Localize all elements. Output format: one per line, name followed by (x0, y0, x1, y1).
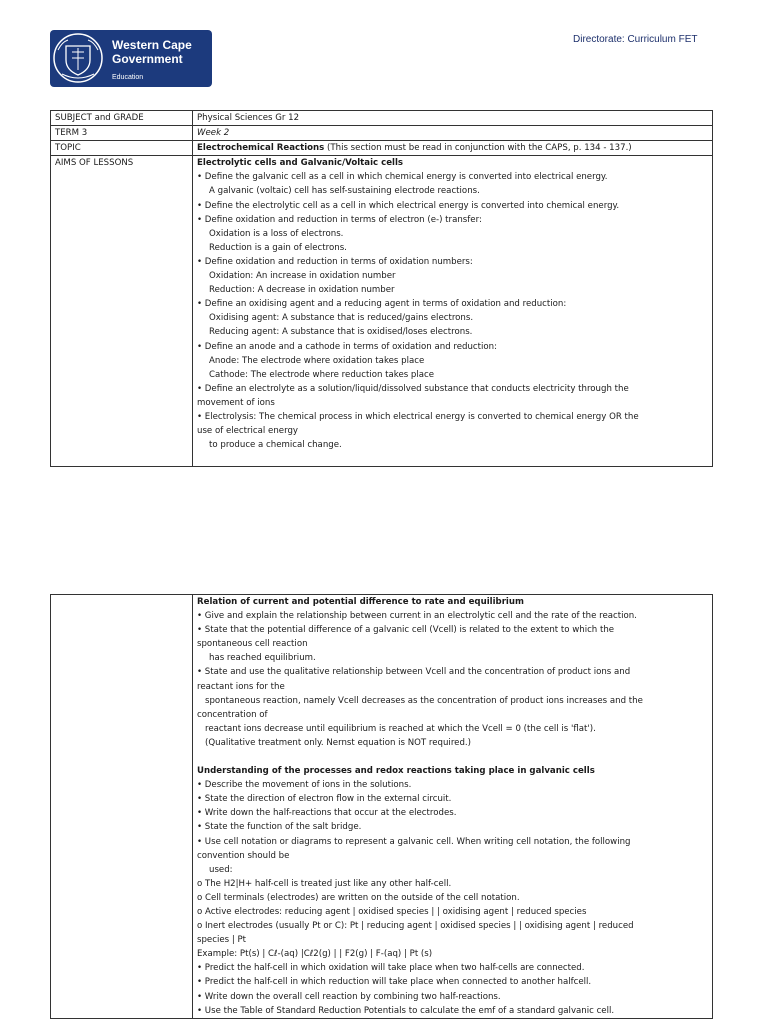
content-line: • Write down the half-reactions that occur at the electrodes. (197, 808, 457, 819)
content-line: • State the function of the salt bridge. (197, 822, 362, 833)
directorate-label: Directorate: Curriculum FET (573, 34, 698, 45)
row-value: Week 2 (193, 126, 713, 141)
western-cape-government-logo (50, 30, 212, 87)
content-line: o Inert electrodes (usually Pt or C): Pt | reducing agent | oxidised species | | oxidising agent | reduced (197, 921, 634, 932)
content-line: • Describe the movement of ions in the solutions. (197, 780, 412, 791)
content-line: concentration of (197, 709, 268, 720)
content-line: • State the direction of electron flow in the external circuit. (197, 794, 452, 805)
logo-subtitle: Education (112, 74, 144, 81)
row-label: TOPIC (51, 141, 193, 156)
blank-line (197, 452, 708, 466)
topic-value (193, 141, 713, 156)
aims-line: • Define the electrolytic cell as a cell in which electrical energy is converted into chemical energy. (197, 200, 620, 211)
content-line: • Predict the half-cell in which oxidation will take place when two half-cells are connected. (197, 963, 585, 974)
aims-line: movement of ions (197, 397, 275, 408)
aims-line: Oxidising agent: A substance that is reduced/gains electrons. (209, 313, 474, 324)
content-line: has reached equilibrium. (209, 653, 316, 664)
row-label: SUBJECT and GRADE (51, 111, 193, 126)
content-line: Example: Pt(s) | Cℓ-(aq) |Cℓ2(g) | | F2(g) | F-(aq) | Pt (s) (197, 949, 433, 960)
content-line: • Give and explain the relationship between current in an electrolytic cell and the rate of the reaction. (197, 611, 637, 622)
aims-line: Reduction: A decrease in oxidation number (209, 285, 395, 296)
content-line: • Use cell notation or diagrams to represent a galvanic cell. When writing cell notation, the following (197, 836, 631, 847)
aims-line: • Define the galvanic cell as a cell in which chemical energy is converted into electrical energy. (197, 172, 608, 183)
content-line: o Active electrodes: reducing agent | oxidised species | | oxidising agent | reduced species (197, 906, 587, 917)
aims-line: A galvanic (voltaic) cell has self-sustaining electrode reactions. (209, 186, 480, 197)
aims-line: Oxidation: An increase in oxidation number (209, 271, 396, 282)
blank-line (197, 750, 708, 764)
logo-text-line2: Government (112, 52, 183, 66)
aims-line: Anode: The electrode where oxidation takes place (209, 355, 425, 366)
content-line: species | Pt (197, 935, 247, 946)
page-header (0, 0, 768, 100)
content-line: used: (209, 864, 233, 875)
content-line: • Use the Table of Standard Reduction Potentials to calculate the emf of a standard galvanic cell. (197, 1005, 615, 1016)
aims-line: • Define an anode and a cathode in terms of oxidation and reduction: (197, 341, 498, 352)
table-row (51, 156, 713, 467)
content-line: • State and use the qualitative relationship between Vcell and the concentration of product ions and (197, 667, 631, 678)
content-line: o Cell terminals (electrodes) are written on the outside of the cell notation. (197, 892, 520, 903)
content-line: (Qualitative treatment only. Nernst equation is NOT required.) (205, 737, 471, 748)
table-row (51, 111, 713, 126)
content-line: • Write down the overall cell reaction by combining two half-reactions. (197, 991, 501, 1002)
aims-content (193, 156, 713, 467)
aims-line: • Define oxidation and reduction in terms of oxidation numbers: (197, 256, 473, 267)
aims-line: • Define oxidation and reduction in terms of electron (e-) transfer: (197, 214, 482, 225)
lesson-info-table (50, 110, 713, 467)
row-label: TERM 3 (51, 126, 193, 141)
aims-line: • Define an oxidising agent and a reducing agent in terms of oxidation and reduction: (197, 299, 567, 310)
content-line: spontaneous cell reaction (197, 639, 308, 650)
lesson-content-table (50, 594, 713, 1019)
topic-title: Electrochemical Reactions (197, 143, 325, 154)
aims-heading: Electrolytic cells and Galvanic/Voltaic cells (197, 158, 404, 169)
content-line: spontaneous reaction, namely Vcell decreases as the concentration of product ions increases and the (205, 695, 643, 706)
aims-line: Reducing agent: A substance that is oxidised/loses electrons. (209, 327, 473, 338)
table-row (51, 126, 713, 141)
topic-note: (This section must be read in conjunction with the CAPS, p. 134 - 137.) (324, 143, 632, 154)
aims-line: Oxidation is a loss of electrons. (209, 228, 344, 239)
section-heading: Relation of current and potential difference to rate and equilibrium (197, 597, 524, 607)
aims-line: • Electrolysis: The chemical process in which electrical energy is converted to chemical energy OR the (197, 411, 639, 422)
content-cell (193, 595, 713, 1019)
aims-line: Reduction is a gain of electrons. (209, 242, 347, 253)
table-row (51, 141, 713, 156)
table-row (51, 595, 713, 1019)
content-line: reactant ions for the (197, 681, 285, 692)
section-heading: Understanding of the processes and redox reactions taking place in galvanic cells (197, 766, 595, 777)
empty-label-cell (51, 595, 193, 1019)
content-line: reactant ions decrease until equilibrium is reached at which the Vcell = 0 (the cell is 'flat'). (205, 723, 596, 734)
logo-text-line1: Western Cape (112, 38, 192, 52)
content-line: • Predict the half-cell in which reduction will take place when connected to another halfcell. (197, 977, 592, 988)
aims-line: • Define an electrolyte as a solution/liquid/dissolved substance that conducts electricity through the (197, 383, 629, 394)
aims-line: to produce a chemical change. (209, 440, 342, 451)
content-line: convention should be (197, 850, 290, 861)
content-line: o The H2|H+ half-cell is treated just like any other half-cell. (197, 878, 452, 889)
aims-line: use of electrical energy (197, 426, 298, 437)
row-value: Physical Sciences Gr 12 (193, 111, 713, 126)
aims-line: Cathode: The electrode where reduction takes place (209, 369, 435, 380)
content-line: • State that the potential difference of a galvanic cell (Vcell) is related to the extent to which the (197, 625, 615, 636)
row-label: AIMS OF LESSONS (51, 156, 193, 467)
